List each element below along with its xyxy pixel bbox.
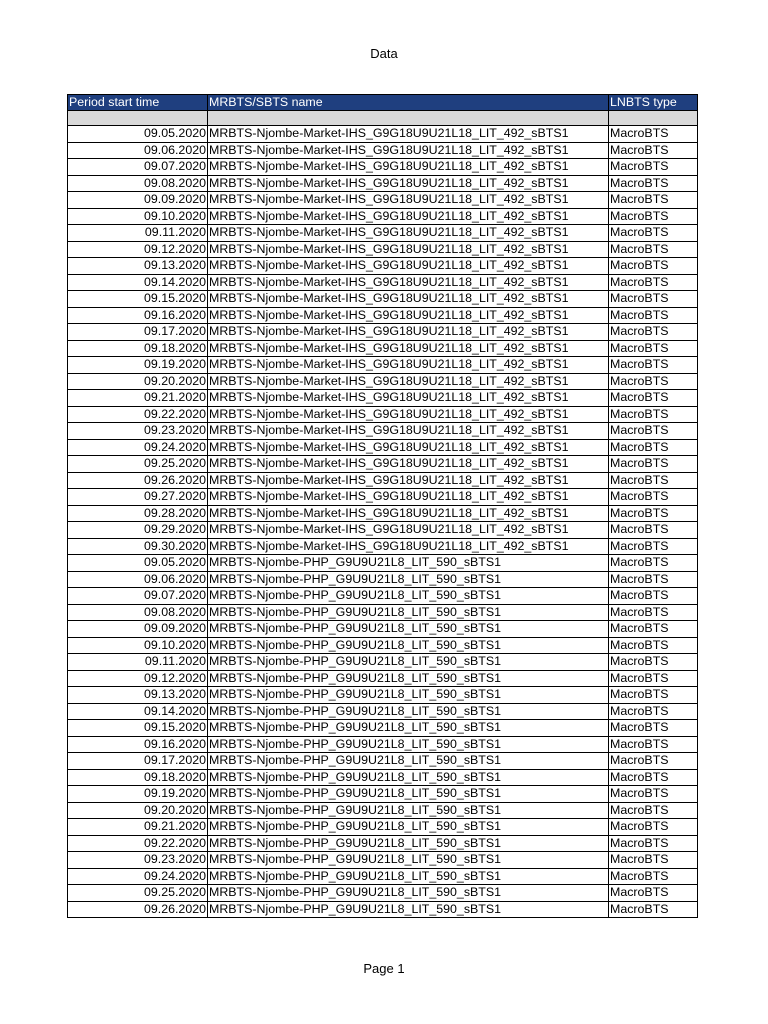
table-row bbox=[68, 522, 698, 539]
mrbts-sbts-name-cell[interactable]: MRBTS-Njombe-Market-IHS_G9G18U9U21L18_LIT_492_sBTS1 bbox=[208, 241, 609, 258]
table-row bbox=[68, 835, 698, 852]
mrbts-sbts-name-cell[interactable]: MRBTS-Njombe-Market-IHS_G9G18U9U21L18_LIT_492_sBTS1 bbox=[208, 456, 609, 473]
table-row bbox=[68, 538, 698, 555]
period-start-time-cell[interactable]: 09.05.2020 bbox=[68, 555, 208, 572]
lnbts-type-cell[interactable]: MacroBTS bbox=[609, 852, 698, 869]
table-row bbox=[68, 324, 698, 341]
period-start-time-cell[interactable]: 09.13.2020 bbox=[68, 687, 208, 704]
lnbts-type-cell[interactable]: MacroBTS bbox=[609, 142, 698, 159]
table-row bbox=[68, 637, 698, 654]
data-table bbox=[67, 94, 698, 918]
mrbts-sbts-name-cell[interactable]: MRBTS-Njombe-PHP_G9U9U21L8_LIT_590_sBTS1 bbox=[208, 588, 609, 605]
mrbts-sbts-name-cell[interactable]: MRBTS-Njombe-Market-IHS_G9G18U9U21L18_LIT_492_sBTS1 bbox=[208, 175, 609, 192]
lnbts-type-cell[interactable]: MacroBTS bbox=[609, 258, 698, 275]
period-start-time-cell[interactable]: 09.07.2020 bbox=[68, 159, 208, 176]
lnbts-type-cell[interactable]: MacroBTS bbox=[609, 307, 698, 324]
lnbts-type-cell[interactable]: MacroBTS bbox=[609, 472, 698, 489]
lnbts-type-cell[interactable]: MacroBTS bbox=[609, 571, 698, 588]
mrbts-sbts-name-cell[interactable]: MRBTS-Njombe-PHP_G9U9U21L8_LIT_590_sBTS1 bbox=[208, 885, 609, 902]
table-row bbox=[68, 852, 698, 869]
mrbts-sbts-name-cell[interactable]: MRBTS-Njombe-PHP_G9U9U21L8_LIT_590_sBTS1 bbox=[208, 868, 609, 885]
period-start-time-cell[interactable]: 09.18.2020 bbox=[68, 340, 208, 357]
period-start-time-cell[interactable]: 09.06.2020 bbox=[68, 571, 208, 588]
period-start-time-cell[interactable]: 09.11.2020 bbox=[68, 654, 208, 671]
mrbts-sbts-name-cell[interactable]: MRBTS-Njombe-Market-IHS_G9G18U9U21L18_LIT_492_sBTS1 bbox=[208, 192, 609, 209]
period-start-time-cell[interactable]: 09.26.2020 bbox=[68, 901, 208, 918]
table-row bbox=[68, 868, 698, 885]
period-start-time-cell[interactable]: 09.06.2020 bbox=[68, 142, 208, 159]
table-row bbox=[68, 390, 698, 407]
lnbts-type-cell[interactable]: MacroBTS bbox=[609, 291, 698, 308]
period-start-time-cell[interactable]: 09.21.2020 bbox=[68, 390, 208, 407]
table-row bbox=[68, 885, 698, 902]
mrbts-sbts-name-cell[interactable]: MRBTS-Njombe-PHP_G9U9U21L8_LIT_590_sBTS1 bbox=[208, 687, 609, 704]
header-period-start-time[interactable]: Period start time bbox=[68, 95, 208, 111]
mrbts-sbts-name-cell[interactable]: MRBTS-Njombe-PHP_G9U9U21L8_LIT_590_sBTS1 bbox=[208, 654, 609, 671]
lnbts-type-cell[interactable]: MacroBTS bbox=[609, 241, 698, 258]
table-row bbox=[68, 291, 698, 308]
lnbts-type-cell[interactable]: MacroBTS bbox=[609, 802, 698, 819]
lnbts-type-cell[interactable]: MacroBTS bbox=[609, 736, 698, 753]
lnbts-type-cell[interactable]: MacroBTS bbox=[609, 819, 698, 836]
blank-row bbox=[68, 111, 698, 126]
lnbts-type-cell[interactable]: MacroBTS bbox=[609, 340, 698, 357]
table-row bbox=[68, 159, 698, 176]
table-row bbox=[68, 456, 698, 473]
table-row bbox=[68, 307, 698, 324]
mrbts-sbts-name-cell[interactable]: MRBTS-Njombe-PHP_G9U9U21L8_LIT_590_sBTS1 bbox=[208, 720, 609, 737]
table-row bbox=[68, 720, 698, 737]
lnbts-type-cell[interactable]: MacroBTS bbox=[609, 225, 698, 242]
period-start-time-cell[interactable]: 09.23.2020 bbox=[68, 423, 208, 440]
lnbts-type-cell[interactable]: MacroBTS bbox=[609, 769, 698, 786]
period-start-time-cell[interactable]: 09.22.2020 bbox=[68, 406, 208, 423]
table-row bbox=[68, 225, 698, 242]
table-row bbox=[68, 571, 698, 588]
mrbts-sbts-name-cell[interactable]: MRBTS-Njombe-Market-IHS_G9G18U9U21L18_LIT_492_sBTS1 bbox=[208, 258, 609, 275]
lnbts-type-cell[interactable]: MacroBTS bbox=[609, 208, 698, 225]
mrbts-sbts-name-cell[interactable]: MRBTS-Njombe-PHP_G9U9U21L8_LIT_590_sBTS1 bbox=[208, 769, 609, 786]
lnbts-type-cell[interactable]: MacroBTS bbox=[609, 654, 698, 671]
period-start-time-cell[interactable]: 09.18.2020 bbox=[68, 769, 208, 786]
period-start-time-cell[interactable]: 09.26.2020 bbox=[68, 472, 208, 489]
table-row bbox=[68, 208, 698, 225]
period-start-time-cell[interactable]: 09.07.2020 bbox=[68, 588, 208, 605]
period-start-time-cell[interactable]: 09.29.2020 bbox=[68, 522, 208, 539]
lnbts-type-cell[interactable]: MacroBTS bbox=[609, 505, 698, 522]
lnbts-type-cell[interactable]: MacroBTS bbox=[609, 126, 698, 143]
period-start-time-cell[interactable]: 09.30.2020 bbox=[68, 538, 208, 555]
table-row bbox=[68, 819, 698, 836]
lnbts-type-cell[interactable]: MacroBTS bbox=[609, 835, 698, 852]
period-start-time-cell[interactable]: 09.16.2020 bbox=[68, 736, 208, 753]
lnbts-type-cell[interactable]: MacroBTS bbox=[609, 687, 698, 704]
table-row bbox=[68, 439, 698, 456]
table-row bbox=[68, 604, 698, 621]
period-start-time-cell[interactable]: 09.15.2020 bbox=[68, 291, 208, 308]
lnbts-type-cell[interactable]: MacroBTS bbox=[609, 901, 698, 918]
mrbts-sbts-name-cell[interactable]: MRBTS-Njombe-Market-IHS_G9G18U9U21L18_LIT_492_sBTS1 bbox=[208, 274, 609, 291]
period-start-time-cell[interactable]: 09.19.2020 bbox=[68, 786, 208, 803]
lnbts-type-cell[interactable]: MacroBTS bbox=[609, 175, 698, 192]
table-row bbox=[68, 406, 698, 423]
lnbts-type-cell[interactable]: MacroBTS bbox=[609, 621, 698, 638]
mrbts-sbts-name-cell[interactable]: MRBTS-Njombe-PHP_G9U9U21L8_LIT_590_sBTS1 bbox=[208, 621, 609, 638]
mrbts-sbts-name-cell[interactable]: MRBTS-Njombe-Market-IHS_G9G18U9U21L18_LIT_492_sBTS1 bbox=[208, 208, 609, 225]
table-row bbox=[68, 175, 698, 192]
period-start-time-cell[interactable]: 09.10.2020 bbox=[68, 637, 208, 654]
lnbts-type-cell[interactable]: MacroBTS bbox=[609, 670, 698, 687]
period-start-time-cell[interactable]: 09.15.2020 bbox=[68, 720, 208, 737]
period-start-time-cell[interactable]: 09.25.2020 bbox=[68, 885, 208, 902]
mrbts-sbts-name-cell[interactable]: MRBTS-Njombe-Market-IHS_G9G18U9U21L18_LIT_492_sBTS1 bbox=[208, 142, 609, 159]
period-start-time-cell[interactable]: 09.20.2020 bbox=[68, 373, 208, 390]
table-row bbox=[68, 340, 698, 357]
table-row bbox=[68, 142, 698, 159]
period-start-time-cell[interactable]: 09.20.2020 bbox=[68, 802, 208, 819]
period-start-time-cell[interactable]: 09.17.2020 bbox=[68, 324, 208, 341]
period-start-time-cell[interactable]: 09.14.2020 bbox=[68, 274, 208, 291]
mrbts-sbts-name-cell[interactable]: MRBTS-Njombe-PHP_G9U9U21L8_LIT_590_sBTS1 bbox=[208, 819, 609, 836]
mrbts-sbts-name-cell[interactable]: MRBTS-Njombe-Market-IHS_G9G18U9U21L18_LIT_492_sBTS1 bbox=[208, 439, 609, 456]
mrbts-sbts-name-cell[interactable]: MRBTS-Njombe-Market-IHS_G9G18U9U21L18_LIT_492_sBTS1 bbox=[208, 505, 609, 522]
mrbts-sbts-name-cell[interactable]: MRBTS-Njombe-PHP_G9U9U21L8_LIT_590_sBTS1 bbox=[208, 786, 609, 803]
lnbts-type-cell[interactable]: MacroBTS bbox=[609, 274, 698, 291]
table-row bbox=[68, 687, 698, 704]
lnbts-type-cell[interactable]: MacroBTS bbox=[609, 604, 698, 621]
table-row bbox=[68, 786, 698, 803]
period-start-time-cell[interactable]: 09.09.2020 bbox=[68, 192, 208, 209]
blank-cell bbox=[609, 111, 698, 126]
lnbts-type-cell[interactable]: MacroBTS bbox=[609, 192, 698, 209]
blank-cell bbox=[68, 111, 208, 126]
mrbts-sbts-name-cell[interactable]: MRBTS-Njombe-PHP_G9U9U21L8_LIT_590_sBTS1 bbox=[208, 604, 609, 621]
lnbts-type-cell[interactable]: MacroBTS bbox=[609, 423, 698, 440]
mrbts-sbts-name-cell[interactable]: MRBTS-Njombe-Market-IHS_G9G18U9U21L18_LIT_492_sBTS1 bbox=[208, 522, 609, 539]
mrbts-sbts-name-cell[interactable]: MRBTS-Njombe-PHP_G9U9U21L8_LIT_590_sBTS1 bbox=[208, 670, 609, 687]
table-row bbox=[68, 703, 698, 720]
period-start-time-cell[interactable]: 09.12.2020 bbox=[68, 670, 208, 687]
period-start-time-cell[interactable]: 09.08.2020 bbox=[68, 175, 208, 192]
table-row bbox=[68, 588, 698, 605]
period-start-time-cell[interactable]: 09.05.2020 bbox=[68, 126, 208, 143]
period-start-time-cell[interactable]: 09.17.2020 bbox=[68, 753, 208, 770]
table-row bbox=[68, 654, 698, 671]
mrbts-sbts-name-cell[interactable]: MRBTS-Njombe-Market-IHS_G9G18U9U21L18_LIT_492_sBTS1 bbox=[208, 406, 609, 423]
mrbts-sbts-name-cell[interactable]: MRBTS-Njombe-PHP_G9U9U21L8_LIT_590_sBTS1 bbox=[208, 753, 609, 770]
table-row bbox=[68, 621, 698, 638]
lnbts-type-cell[interactable]: MacroBTS bbox=[609, 538, 698, 555]
lnbts-type-cell[interactable]: MacroBTS bbox=[609, 406, 698, 423]
period-start-time-cell[interactable]: 09.16.2020 bbox=[68, 307, 208, 324]
lnbts-type-cell[interactable]: MacroBTS bbox=[609, 522, 698, 539]
table-row bbox=[68, 670, 698, 687]
lnbts-type-cell[interactable]: MacroBTS bbox=[609, 868, 698, 885]
period-start-time-cell[interactable]: 09.23.2020 bbox=[68, 852, 208, 869]
table-body bbox=[68, 111, 698, 918]
period-start-time-cell[interactable]: 09.13.2020 bbox=[68, 258, 208, 275]
period-start-time-cell[interactable]: 09.10.2020 bbox=[68, 208, 208, 225]
period-start-time-cell[interactable]: 09.09.2020 bbox=[68, 621, 208, 638]
lnbts-type-cell[interactable]: MacroBTS bbox=[609, 159, 698, 176]
period-start-time-cell[interactable]: 09.12.2020 bbox=[68, 241, 208, 258]
lnbts-type-cell[interactable]: MacroBTS bbox=[609, 786, 698, 803]
table-row bbox=[68, 258, 698, 275]
table-row bbox=[68, 373, 698, 390]
table-row bbox=[68, 274, 698, 291]
mrbts-sbts-name-cell[interactable]: MRBTS-Njombe-Market-IHS_G9G18U9U21L18_LIT_492_sBTS1 bbox=[208, 538, 609, 555]
page-footer: Page 1 bbox=[363, 961, 405, 976]
mrbts-sbts-name-cell[interactable]: MRBTS-Njombe-Market-IHS_G9G18U9U21L18_LIT_492_sBTS1 bbox=[208, 472, 609, 489]
lnbts-type-cell[interactable]: MacroBTS bbox=[609, 489, 698, 506]
table-row bbox=[68, 423, 698, 440]
mrbts-sbts-name-cell[interactable]: MRBTS-Njombe-Market-IHS_G9G18U9U21L18_LIT_492_sBTS1 bbox=[208, 291, 609, 308]
period-start-time-cell[interactable]: 09.24.2020 bbox=[68, 868, 208, 885]
table-row bbox=[68, 901, 698, 918]
period-start-time-cell[interactable]: 09.28.2020 bbox=[68, 505, 208, 522]
mrbts-sbts-name-cell[interactable]: MRBTS-Njombe-PHP_G9U9U21L8_LIT_590_sBTS1 bbox=[208, 736, 609, 753]
mrbts-sbts-name-cell[interactable]: MRBTS-Njombe-Market-IHS_G9G18U9U21L18_LIT_492_sBTS1 bbox=[208, 126, 609, 143]
lnbts-type-cell[interactable]: MacroBTS bbox=[609, 324, 698, 341]
mrbts-sbts-name-cell[interactable]: MRBTS-Njombe-PHP_G9U9U21L8_LIT_590_sBTS1 bbox=[208, 852, 609, 869]
mrbts-sbts-name-cell[interactable]: MRBTS-Njombe-PHP_G9U9U21L8_LIT_590_sBTS1 bbox=[208, 835, 609, 852]
mrbts-sbts-name-cell[interactable]: MRBTS-Njombe-Market-IHS_G9G18U9U21L18_LIT_492_sBTS1 bbox=[208, 390, 609, 407]
lnbts-type-cell[interactable]: MacroBTS bbox=[609, 637, 698, 654]
table-row bbox=[68, 489, 698, 506]
mrbts-sbts-name-cell[interactable]: MRBTS-Njombe-Market-IHS_G9G18U9U21L18_LIT_492_sBTS1 bbox=[208, 225, 609, 242]
mrbts-sbts-name-cell[interactable]: MRBTS-Njombe-Market-IHS_G9G18U9U21L18_LIT_492_sBTS1 bbox=[208, 324, 609, 341]
blank-cell bbox=[208, 111, 609, 126]
table-row bbox=[68, 241, 698, 258]
page-title: Data bbox=[370, 46, 398, 61]
mrbts-sbts-name-cell[interactable]: MRBTS-Njombe-Market-IHS_G9G18U9U21L18_LIT_492_sBTS1 bbox=[208, 357, 609, 374]
period-start-time-cell[interactable]: 09.08.2020 bbox=[68, 604, 208, 621]
lnbts-type-cell[interactable]: MacroBTS bbox=[609, 555, 698, 572]
lnbts-type-cell[interactable]: MacroBTS bbox=[609, 703, 698, 720]
period-start-time-cell[interactable]: 09.21.2020 bbox=[68, 819, 208, 836]
lnbts-type-cell[interactable]: MacroBTS bbox=[609, 753, 698, 770]
period-start-time-cell[interactable]: 09.22.2020 bbox=[68, 835, 208, 852]
lnbts-type-cell[interactable]: MacroBTS bbox=[609, 357, 698, 374]
period-start-time-cell[interactable]: 09.19.2020 bbox=[68, 357, 208, 374]
mrbts-sbts-name-cell[interactable]: MRBTS-Njombe-PHP_G9U9U21L8_LIT_590_sBTS1 bbox=[208, 555, 609, 572]
table-row bbox=[68, 769, 698, 786]
lnbts-type-cell[interactable]: MacroBTS bbox=[609, 720, 698, 737]
header-row bbox=[68, 95, 698, 111]
mrbts-sbts-name-cell[interactable]: MRBTS-Njombe-PHP_G9U9U21L8_LIT_590_sBTS1 bbox=[208, 703, 609, 720]
period-start-time-cell[interactable]: 09.24.2020 bbox=[68, 439, 208, 456]
lnbts-type-cell[interactable]: MacroBTS bbox=[609, 373, 698, 390]
table-header bbox=[68, 95, 698, 111]
header-lnbts-type[interactable]: LNBTS type bbox=[609, 95, 698, 111]
period-start-time-cell[interactable]: 09.25.2020 bbox=[68, 456, 208, 473]
lnbts-type-cell[interactable]: MacroBTS bbox=[609, 885, 698, 902]
table-row bbox=[68, 753, 698, 770]
mrbts-sbts-name-cell[interactable]: MRBTS-Njombe-PHP_G9U9U21L8_LIT_590_sBTS1 bbox=[208, 571, 609, 588]
mrbts-sbts-name-cell[interactable]: MRBTS-Njombe-Market-IHS_G9G18U9U21L18_LIT_492_sBTS1 bbox=[208, 340, 609, 357]
lnbts-type-cell[interactable]: MacroBTS bbox=[609, 588, 698, 605]
table-row bbox=[68, 555, 698, 572]
table-row bbox=[68, 357, 698, 374]
mrbts-sbts-name-cell[interactable]: MRBTS-Njombe-Market-IHS_G9G18U9U21L18_LIT_492_sBTS1 bbox=[208, 423, 609, 440]
table-row bbox=[68, 472, 698, 489]
mrbts-sbts-name-cell[interactable]: MRBTS-Njombe-PHP_G9U9U21L8_LIT_590_sBTS1 bbox=[208, 901, 609, 918]
mrbts-sbts-name-cell[interactable]: MRBTS-Njombe-Market-IHS_G9G18U9U21L18_LIT_492_sBTS1 bbox=[208, 307, 609, 324]
mrbts-sbts-name-cell[interactable]: MRBTS-Njombe-PHP_G9U9U21L8_LIT_590_sBTS1 bbox=[208, 802, 609, 819]
mrbts-sbts-name-cell[interactable]: MRBTS-Njombe-Market-IHS_G9G18U9U21L18_LIT_492_sBTS1 bbox=[208, 159, 609, 176]
period-start-time-cell[interactable]: 09.14.2020 bbox=[68, 703, 208, 720]
mrbts-sbts-name-cell[interactable]: MRBTS-Njombe-Market-IHS_G9G18U9U21L18_LIT_492_sBTS1 bbox=[208, 373, 609, 390]
lnbts-type-cell[interactable]: MacroBTS bbox=[609, 439, 698, 456]
table-row bbox=[68, 736, 698, 753]
mrbts-sbts-name-cell[interactable]: MRBTS-Njombe-PHP_G9U9U21L8_LIT_590_sBTS1 bbox=[208, 637, 609, 654]
table-row bbox=[68, 802, 698, 819]
period-start-time-cell[interactable]: 09.27.2020 bbox=[68, 489, 208, 506]
table-row bbox=[68, 505, 698, 522]
header-mrbts-sbts-name[interactable]: MRBTS/SBTS name bbox=[208, 95, 609, 111]
mrbts-sbts-name-cell[interactable]: MRBTS-Njombe-Market-IHS_G9G18U9U21L18_LIT_492_sBTS1 bbox=[208, 489, 609, 506]
table-row bbox=[68, 126, 698, 143]
lnbts-type-cell[interactable]: MacroBTS bbox=[609, 390, 698, 407]
table-row bbox=[68, 192, 698, 209]
period-start-time-cell[interactable]: 09.11.2020 bbox=[68, 225, 208, 242]
lnbts-type-cell[interactable]: MacroBTS bbox=[609, 456, 698, 473]
